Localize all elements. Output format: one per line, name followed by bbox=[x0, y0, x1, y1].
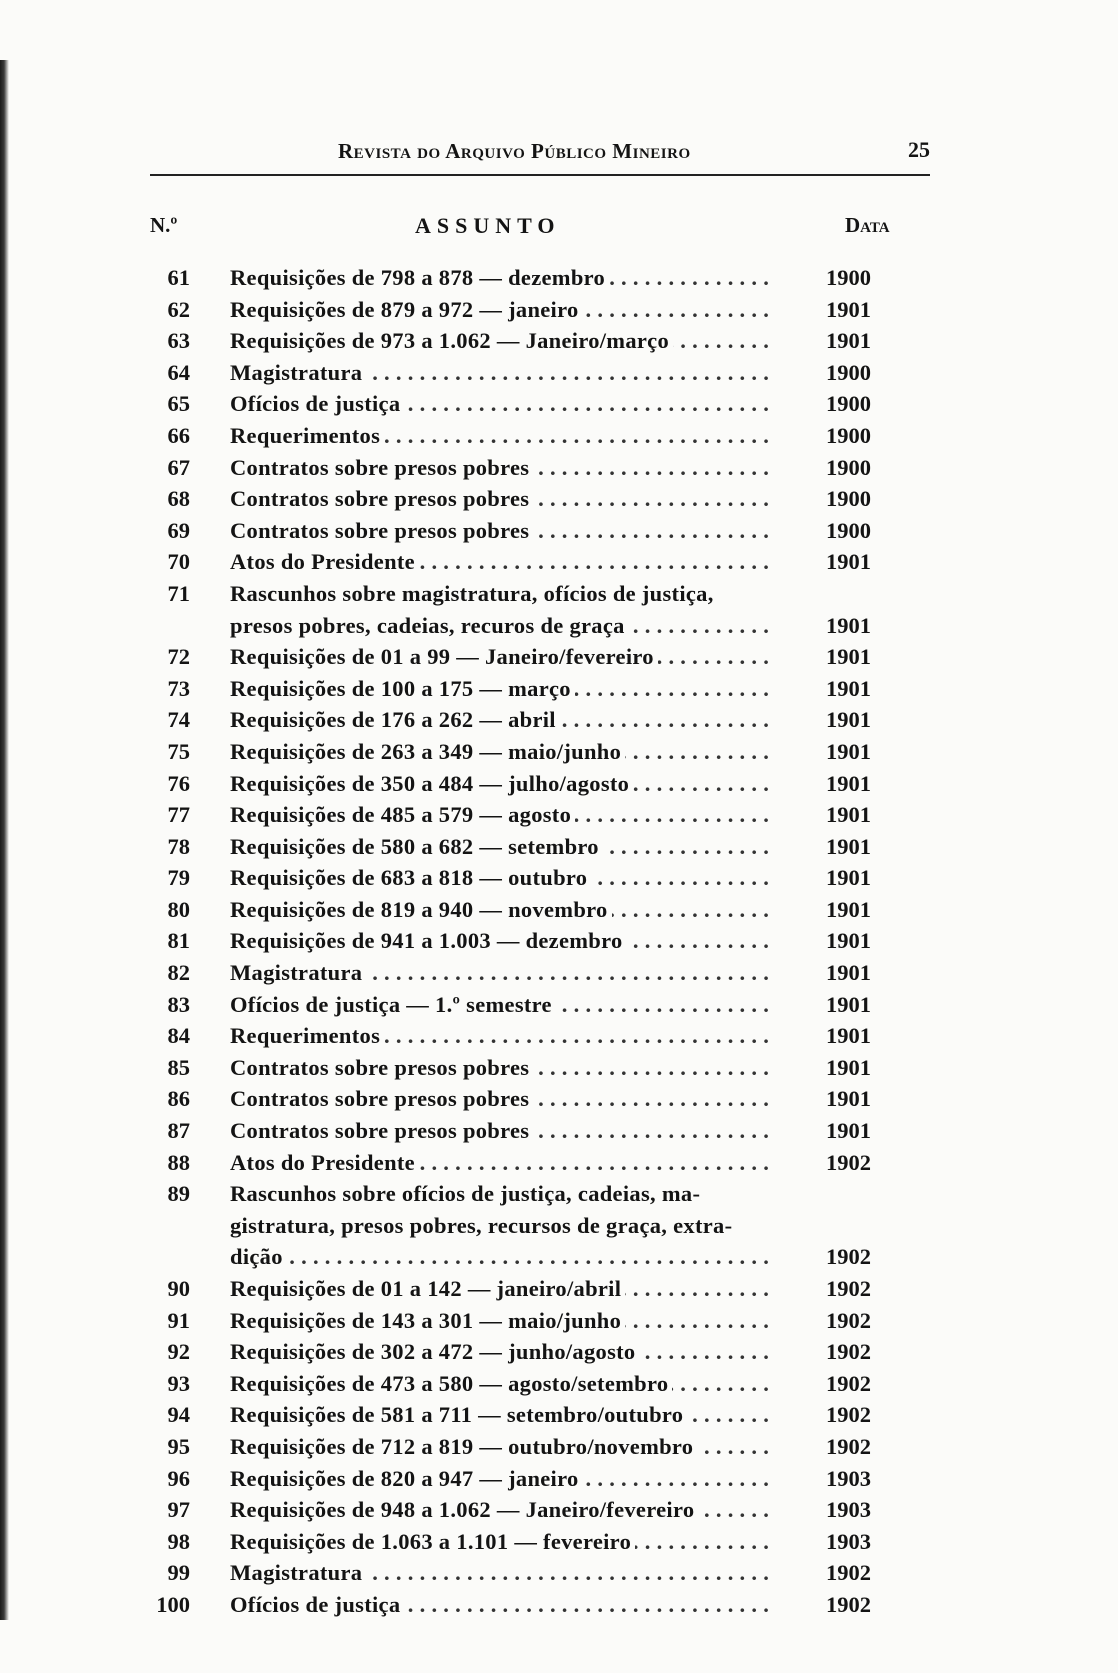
entry-number: 99 bbox=[167, 1560, 190, 1586]
entry-date: 1903 bbox=[826, 1497, 871, 1523]
entry-date: 1901 bbox=[826, 549, 871, 575]
entry-number: 96 bbox=[167, 1465, 190, 1491]
table-row bbox=[0, 1052, 1118, 1084]
entry-number: 75 bbox=[167, 738, 190, 764]
table-row bbox=[0, 894, 1118, 926]
entry-subject bbox=[230, 1052, 770, 1084]
entry-subject-text: Requisições de 100 a 175 — março bbox=[230, 676, 575, 701]
entry-subject bbox=[230, 894, 770, 926]
entry-number: 81 bbox=[167, 928, 190, 954]
entry-date: 1900 bbox=[826, 422, 871, 448]
entry-number: 63 bbox=[167, 328, 190, 354]
entry-number: 79 bbox=[167, 865, 190, 891]
entry-date: 1900 bbox=[826, 391, 871, 417]
entry-subject-text: Ofícios de justiça — 1.º semestre bbox=[230, 992, 556, 1017]
entry-date: 1903 bbox=[826, 1528, 871, 1554]
entry-subject-text: Requisições de 879 a 972 — janeiro bbox=[230, 297, 583, 322]
column-header-number: N.º bbox=[150, 213, 178, 237]
entry-subject bbox=[230, 1589, 770, 1621]
table-row bbox=[0, 515, 1118, 547]
entry-subject-text: Requerimentos bbox=[230, 423, 384, 448]
entry-subject bbox=[230, 578, 770, 610]
entry-subject bbox=[230, 1431, 770, 1463]
entry-subject bbox=[230, 1210, 770, 1242]
entry-subject bbox=[230, 799, 770, 831]
entry-subject bbox=[230, 1399, 770, 1431]
entry-subject bbox=[230, 546, 770, 578]
table-row bbox=[0, 1463, 1118, 1495]
entry-subject-text: Requisições de 973 a 1.062 — Janeiro/março bbox=[230, 328, 673, 353]
entry-subject-text: Magistratura bbox=[230, 1560, 366, 1585]
entry-date: 1900 bbox=[826, 265, 871, 290]
entry-number: 78 bbox=[167, 833, 190, 859]
entry-subject bbox=[230, 768, 770, 800]
entry-subject bbox=[230, 1526, 770, 1558]
entry-subject-text: Requisições de 302 a 472 — junho/agosto bbox=[230, 1339, 639, 1364]
table-row bbox=[0, 610, 1118, 642]
entry-subject-text: Requisições de 948 a 1.062 — Janeiro/fevereiro bbox=[230, 1497, 698, 1522]
entry-subject-text: Requisições de 580 a 682 — setembro bbox=[230, 834, 603, 859]
entry-subject bbox=[230, 1020, 770, 1052]
entry-date: 1900 bbox=[826, 486, 871, 512]
entry-subject-text: Contratos sobre presos pobres bbox=[230, 1086, 533, 1111]
entry-number: 93 bbox=[167, 1370, 190, 1396]
entry-number: 66 bbox=[167, 422, 190, 448]
table-row bbox=[0, 1368, 1118, 1400]
entry-date: 1901 bbox=[826, 707, 871, 733]
entry-date: 1901 bbox=[826, 896, 871, 922]
table-row bbox=[0, 1178, 1118, 1210]
entry-date: 1902 bbox=[826, 1276, 871, 1301]
entry-subject-text: Requisições de 820 a 947 — janeiro bbox=[230, 1466, 583, 1491]
entry-subject bbox=[230, 989, 770, 1021]
entry-date: 1901 bbox=[826, 1054, 871, 1080]
entry-subject-text: Requisições de 01 a 142 — janeiro/abril bbox=[230, 1276, 625, 1301]
table-row bbox=[0, 641, 1118, 673]
entry-subject-text: Requisições de 941 a 1.003 — dezembro bbox=[230, 928, 627, 953]
entry-date: 1901 bbox=[826, 991, 871, 1017]
entry-subject bbox=[230, 1336, 770, 1368]
entry-subject bbox=[230, 420, 770, 452]
table-row bbox=[0, 768, 1118, 800]
entry-date: 1902 bbox=[826, 1433, 871, 1459]
entry-number: 90 bbox=[167, 1276, 190, 1301]
table-row bbox=[0, 1494, 1118, 1526]
entry-number: 74 bbox=[167, 707, 190, 733]
entry-number: 91 bbox=[167, 1307, 190, 1333]
entry-date: 1902 bbox=[826, 1370, 871, 1396]
table-row bbox=[0, 1273, 1118, 1305]
entry-subject-text: Atos do Presidente bbox=[230, 549, 419, 574]
table-row bbox=[0, 1557, 1118, 1589]
table-row bbox=[0, 1210, 1118, 1242]
entry-subject-text: Requisições de 712 a 819 — outubro/novembro bbox=[230, 1434, 697, 1459]
entry-subject bbox=[230, 388, 770, 420]
table-row bbox=[0, 357, 1118, 389]
table-row bbox=[0, 1431, 1118, 1463]
table-row bbox=[0, 957, 1118, 989]
entry-number: 92 bbox=[167, 1339, 190, 1365]
entry-subject-text: Requisições de 473 a 580 — agosto/setembro bbox=[230, 1371, 672, 1396]
entry-subject-text: Contratos sobre presos pobres bbox=[230, 1055, 533, 1080]
entry-subject-text: Contratos sobre presos pobres bbox=[230, 455, 533, 480]
entry-subject-text: Requisições de 176 a 262 — abril bbox=[230, 707, 560, 732]
entry-number: 89 bbox=[167, 1181, 190, 1207]
entry-subject bbox=[230, 262, 770, 294]
table-row bbox=[0, 1305, 1118, 1337]
table-row bbox=[0, 325, 1118, 357]
entry-subject-text: Ofícios de justiça bbox=[230, 391, 404, 416]
entry-date: 1901 bbox=[826, 1086, 871, 1112]
entry-subject-text: Requisições de 683 a 818 — outubro bbox=[230, 865, 591, 890]
entry-subject-text: Rascunhos sobre magistratura, ofícios de justiça, bbox=[230, 581, 718, 606]
entry-date: 1901 bbox=[826, 802, 871, 828]
entry-date: 1901 bbox=[826, 1118, 871, 1144]
entry-number: 65 bbox=[167, 391, 190, 417]
entry-date: 1902 bbox=[826, 1149, 871, 1175]
entry-number: 95 bbox=[167, 1433, 190, 1459]
entry-subject bbox=[230, 673, 770, 705]
entry-subject bbox=[230, 831, 770, 863]
table-row bbox=[0, 862, 1118, 894]
entry-subject bbox=[230, 610, 770, 642]
entry-subject bbox=[230, 704, 770, 736]
entry-date: 1902 bbox=[826, 1307, 871, 1333]
entry-subject bbox=[230, 1147, 770, 1179]
entry-subject bbox=[230, 957, 770, 989]
entry-number: 67 bbox=[167, 454, 190, 480]
entry-subject bbox=[230, 641, 770, 673]
page-number: 25 bbox=[908, 137, 930, 162]
entry-number: 73 bbox=[167, 675, 190, 701]
entry-subject bbox=[230, 294, 770, 326]
entry-subject bbox=[230, 1241, 770, 1273]
entry-subject-text: Magistratura bbox=[230, 960, 366, 985]
entry-date: 1900 bbox=[826, 517, 871, 543]
entry-date: 1901 bbox=[826, 296, 871, 322]
entry-subject bbox=[230, 1557, 770, 1589]
table-row bbox=[0, 673, 1118, 705]
table-row bbox=[0, 1589, 1118, 1621]
entry-subject-text: Contratos sobre presos pobres bbox=[230, 518, 533, 543]
entry-date: 1901 bbox=[826, 612, 871, 638]
table-row bbox=[0, 1399, 1118, 1431]
entry-subject bbox=[230, 1368, 770, 1400]
entry-number: 76 bbox=[167, 770, 190, 796]
entry-date: 1901 bbox=[826, 738, 871, 764]
table-row bbox=[0, 704, 1118, 736]
table-row bbox=[0, 420, 1118, 452]
column-header-date: Data bbox=[845, 213, 890, 237]
entry-subject bbox=[230, 1115, 770, 1147]
entry-number: 87 bbox=[167, 1118, 190, 1144]
entry-subject-text: Requisições de 798 a 878 — dezembro bbox=[230, 265, 609, 290]
entry-subject-text: Requisições de 819 a 940 — novembro bbox=[230, 897, 612, 922]
entry-subject-text: Contratos sobre presos pobres bbox=[230, 486, 533, 511]
table-row bbox=[0, 1526, 1118, 1558]
entry-date: 1902 bbox=[826, 1591, 871, 1617]
header-rule bbox=[150, 174, 930, 176]
table-row bbox=[0, 1083, 1118, 1115]
entry-number: 100 bbox=[156, 1591, 190, 1617]
table-row bbox=[0, 1241, 1118, 1273]
entry-date: 1901 bbox=[826, 328, 871, 354]
entry-date: 1901 bbox=[826, 1023, 871, 1049]
entry-number: 94 bbox=[167, 1402, 190, 1428]
entry-date: 1901 bbox=[826, 960, 871, 986]
entry-subject-text: Contratos sobre presos pobres bbox=[230, 1118, 533, 1143]
entry-date: 1901 bbox=[826, 675, 871, 701]
page-header bbox=[150, 137, 930, 171]
entry-subject-text: Requisições de 581 a 711 — setembro/outubro bbox=[230, 1402, 687, 1427]
entry-subject bbox=[230, 325, 770, 357]
entry-subject bbox=[230, 1463, 770, 1495]
entry-subject bbox=[230, 515, 770, 547]
column-header-subject: ASSUNTO bbox=[415, 213, 561, 238]
entry-subject bbox=[230, 1083, 770, 1115]
entry-date: 1901 bbox=[826, 865, 871, 891]
running-title: Revista do Arquivo Público Mineiro bbox=[338, 139, 691, 163]
entry-number: 98 bbox=[167, 1528, 190, 1554]
table-row bbox=[0, 1115, 1118, 1147]
entry-number: 83 bbox=[167, 991, 190, 1017]
entry-date: 1901 bbox=[826, 770, 871, 796]
entry-date: 1901 bbox=[826, 644, 871, 670]
table-row bbox=[0, 1147, 1118, 1179]
entry-subject bbox=[230, 1494, 770, 1526]
entry-subject-text: Requerimentos bbox=[230, 1023, 384, 1048]
entry-number: 62 bbox=[167, 296, 190, 322]
entry-date: 1902 bbox=[826, 1244, 871, 1270]
index-table bbox=[0, 262, 1118, 1621]
entry-date: 1901 bbox=[826, 928, 871, 954]
entry-subject-text: gistratura, presos pobres, recursos de graça, extra- bbox=[230, 1213, 736, 1238]
entry-subject-text: Requisições de 350 a 484 — julho/agosto bbox=[230, 771, 633, 796]
table-row bbox=[0, 388, 1118, 420]
table-row bbox=[0, 546, 1118, 578]
entry-date: 1902 bbox=[826, 1560, 871, 1586]
entry-number: 68 bbox=[167, 486, 190, 512]
entry-number: 71 bbox=[167, 580, 190, 606]
entry-subject bbox=[230, 483, 770, 515]
table-row bbox=[0, 294, 1118, 326]
entry-subject bbox=[230, 1273, 770, 1305]
table-row bbox=[0, 262, 1118, 294]
entry-number: 82 bbox=[167, 960, 190, 986]
entry-date: 1902 bbox=[826, 1402, 871, 1428]
entry-number: 70 bbox=[167, 549, 190, 575]
entry-subject-text: presos pobres, cadeias, recuros de graça bbox=[230, 613, 629, 638]
entry-number: 72 bbox=[167, 644, 190, 670]
table-row bbox=[0, 1020, 1118, 1052]
table-row bbox=[0, 989, 1118, 1021]
table-row bbox=[0, 1336, 1118, 1368]
entry-number: 61 bbox=[167, 265, 190, 290]
entry-date: 1902 bbox=[826, 1339, 871, 1365]
entry-number: 84 bbox=[167, 1023, 190, 1049]
entry-subject-text: Requisições de 01 a 99 — Janeiro/fevereiro bbox=[230, 644, 658, 669]
table-row bbox=[0, 831, 1118, 863]
entry-date: 1900 bbox=[826, 359, 871, 385]
entry-subject-text: Requisições de 143 a 301 — maio/junho bbox=[230, 1308, 625, 1333]
entry-subject-text: Rascunhos sobre ofícios de justiça, cadeias, ma- bbox=[230, 1181, 704, 1206]
entry-subject bbox=[230, 1178, 770, 1210]
entry-subject bbox=[230, 862, 770, 894]
entry-number: 77 bbox=[167, 802, 190, 828]
table-row bbox=[0, 736, 1118, 768]
entry-subject bbox=[230, 736, 770, 768]
table-row bbox=[0, 925, 1118, 957]
entry-subject-text: Magistratura bbox=[230, 360, 366, 385]
entry-subject bbox=[230, 357, 770, 389]
entry-subject-text: Requisições de 1.063 a 1.101 — fevereiro bbox=[230, 1529, 635, 1554]
entry-subject bbox=[230, 452, 770, 484]
entry-subject-text: Requisições de 263 a 349 — maio/junho bbox=[230, 739, 625, 764]
entry-subject-text: Atos do Presidente bbox=[230, 1150, 419, 1175]
table-row bbox=[0, 483, 1118, 515]
entry-subject-text: Requisições de 485 a 579 — agosto bbox=[230, 802, 575, 827]
table-row bbox=[0, 578, 1118, 610]
entry-number: 80 bbox=[167, 896, 190, 922]
entry-number: 85 bbox=[167, 1054, 190, 1080]
table-row bbox=[0, 799, 1118, 831]
entry-subject bbox=[230, 925, 770, 957]
entry-number: 69 bbox=[167, 517, 190, 543]
entry-subject-text: Ofícios de justiça bbox=[230, 1592, 404, 1617]
entry-number: 97 bbox=[167, 1497, 190, 1523]
table-row bbox=[0, 452, 1118, 484]
entry-subject-text: dição bbox=[230, 1244, 287, 1269]
entry-date: 1900 bbox=[826, 454, 871, 480]
entry-number: 64 bbox=[167, 359, 190, 385]
entry-subject bbox=[230, 1305, 770, 1337]
entry-number: 88 bbox=[167, 1149, 190, 1175]
entry-number: 86 bbox=[167, 1086, 190, 1112]
entry-date: 1901 bbox=[826, 833, 871, 859]
entry-date: 1903 bbox=[826, 1465, 871, 1491]
